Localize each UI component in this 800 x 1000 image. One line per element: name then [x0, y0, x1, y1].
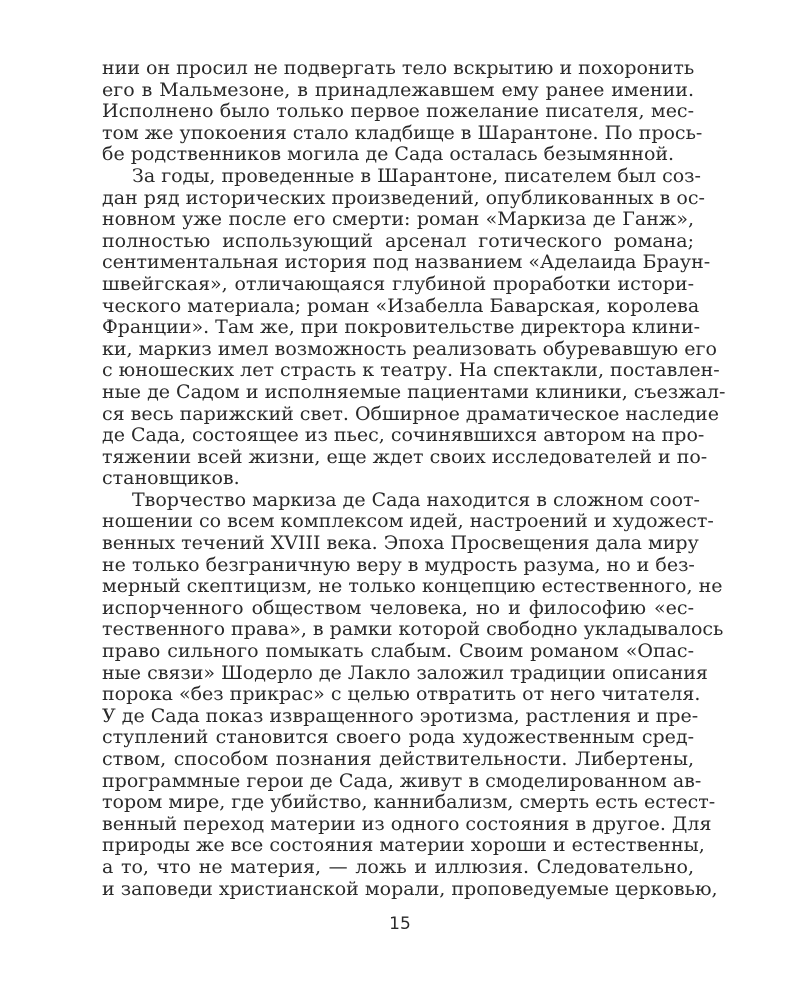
text-line: и заповеди христианской морали, проповедуемые церковью, [102, 877, 718, 900]
paragraph-1 [102, 57, 703, 166]
text-line: бе родственников могила де Сада осталась безымянной. [102, 143, 675, 166]
text-line: том же упокоения стало кладбище в Шарантоне. По прось- [102, 121, 703, 144]
text-line: ные связи» Шодерло де Лакло заложил традиции описания [102, 661, 708, 684]
text-line: мерный скептицизм, не только концепцию естественного, не [102, 575, 723, 598]
text-line: с юношеских лет страсть к театру. На спектакли, поставлен- [102, 359, 720, 382]
text-line: его в Мальмезоне, в принадлежавшем ему ранее имении. [102, 78, 694, 101]
text-line: а то, что не материя, — ложь и иллюзия. Следовательно, [102, 855, 694, 878]
text-line: ступлений становится своего рода художественным сред- [102, 726, 694, 749]
text-line: нии он просил не подвергать тело вскрытию и похоронить [102, 57, 695, 79]
text-line: ством, способом познания действительности. Либертены, [102, 748, 694, 770]
text-line: ческого материала; роман «Изабелла Баварская, королева [102, 294, 700, 317]
text-line: За годы, проведенные в Шарантоне, писателем был соз- [132, 164, 701, 187]
text-line: становщиков. [102, 467, 240, 490]
text-line: швейгская», отличающаяся глубиной проработки истори- [102, 272, 694, 295]
text-line: тественного права», в рамки которой свободно укладывалось [102, 618, 724, 641]
paragraph-2 [102, 164, 726, 490]
page-number: 15 [389, 914, 411, 934]
text-line: полностью использующий арсенал готического романа; [102, 229, 694, 252]
text-line: сентиментальная история под названием «Аделаида Браун- [102, 251, 711, 274]
text-line: тяжении всей жизни, еще ждет своих исследователей и по- [102, 445, 708, 468]
text-line: дан ряд исторических произведений, опубликованных в ос- [102, 186, 705, 209]
text-line: ношении со всем комплексом идей, настроений и художест- [102, 510, 714, 533]
text-line: право сильного помыкать слабым. Своим романом «Опас- [102, 640, 694, 663]
text-line: не только безграничную веру в мудрость разума, но и без- [102, 553, 695, 576]
text-line: де Сада, состоящее из пьес, сочинявшихся автором на про- [102, 424, 705, 447]
text-line: ся весь парижский свет. Обширное драматическое наследие [102, 402, 719, 425]
text-line: тором мире, где убийство, каннибализм, смерть есть естест- [102, 791, 716, 814]
text-line: порока «без прикрас» с целью отвратить от него читателя. [102, 683, 701, 706]
text-line: ки, маркиз имел возможность реализовать обуревавшую его [102, 337, 717, 360]
text-line: новном уже после его смерти: роман «Маркиза де Ганж», [102, 208, 694, 231]
text-line: Творчество маркиза де Сада находится в сложном соот- [132, 488, 700, 511]
text-line: Исполнено было только первое пожелание писателя, мес- [102, 100, 694, 123]
text-line: ные де Садом и исполняемые пациентами клиники, съезжал- [102, 380, 726, 403]
text-line: испорченного обществом человека, но и философию «ес- [102, 596, 694, 619]
text-line: У де Сада показ извращенного эротизма, растления и пре- [102, 704, 699, 727]
text-line: венный переход материи из одного состояния в другое. Для [102, 812, 712, 835]
text-line: природы же все состояния материи хороши и естественны, [102, 834, 705, 857]
text-line: венных течений XVIII века. Эпоха Просвещения дала миру [102, 532, 699, 555]
text-line: Франции». Там же, при покровительстве директора клини- [102, 316, 701, 339]
body-text [102, 57, 726, 900]
text-line: программные герои де Сада, живут в смоделированном ав- [102, 769, 702, 792]
paragraph-3 [102, 488, 724, 900]
